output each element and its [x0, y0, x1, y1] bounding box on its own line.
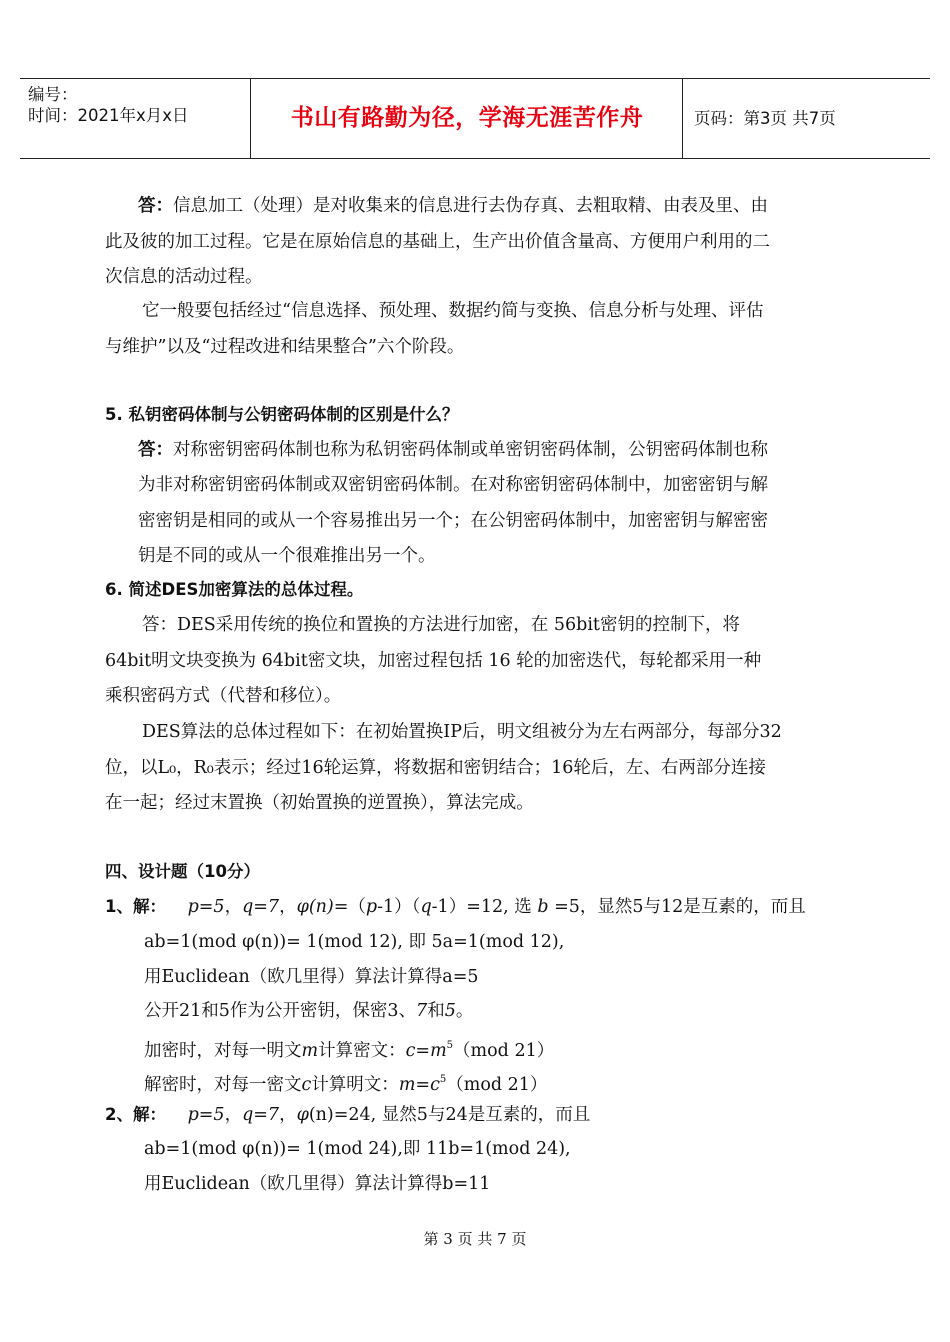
- text-span: b: [537, 897, 549, 917]
- text-span: 和: [427, 1001, 445, 1021]
- paragraph-line: 位，以L₀，R₀表示；经过16轮运算，将数据和密钥结合；16轮后，左、右两部分连接: [105, 758, 766, 778]
- paragraph-line: 它一般要包括经过“信息选择、预处理、数据约简与变换、信息分析与处理、评估: [142, 301, 764, 321]
- section-4-heading: 四、设计题（10分）: [105, 862, 260, 881]
- text-span: 解密时，对每一密文: [144, 1075, 302, 1095]
- header-page-number: 页码：第3页 共7页: [694, 109, 836, 128]
- question-6: 6. 简述DES加密算法的总体过程。: [105, 580, 364, 599]
- paragraph-line: 在一起；经过末置换（初始置换的逆置换），算法完成。: [105, 793, 534, 813]
- solution-label: 2、解：: [105, 1105, 166, 1124]
- text-span: 公开21和5作为公开密钥，保密3、: [144, 1001, 417, 1021]
- header-divider-right: [682, 79, 683, 158]
- time-label: 时间：2021年x月x日: [28, 106, 189, 125]
- solution-label: 1、解：: [105, 897, 166, 916]
- paragraph-line: [144, 1034, 554, 1063]
- paragraph-line: [138, 194, 768, 218]
- paragraph-line: [138, 438, 768, 462]
- text-span: 计算明文：: [311, 1075, 399, 1095]
- text-span: φ(n): [296, 897, 334, 917]
- paragraph-line: 钥是不同的或从一个很难推出另一个。: [138, 546, 436, 566]
- text-span: （mod 21）: [453, 1041, 555, 1061]
- paragraph-line: [144, 1068, 547, 1097]
- question-5: 5. 私钥密码体制与公钥密码体制的区别是什么？: [105, 405, 459, 424]
- text-span: φ: [296, 1105, 309, 1125]
- header-divider-left: [250, 79, 251, 158]
- paragraph-line: 与维护”以及“过程改进和结果整合”六个阶段。: [105, 337, 465, 357]
- answer-label: 答：: [138, 440, 173, 460]
- header-meta: [28, 79, 250, 158]
- text-span: 7: [416, 1001, 428, 1021]
- solution-1-line: 1、解： p=5，q=7，φ(n)=（p-1）（q-1）=12, 选 b =5，显然5与12是互素的，而且: [105, 897, 806, 917]
- page-footer: [0, 1228, 950, 1249]
- paragraph-line: 为非对称密钥密码体制或双密钥密码体制。在对称密钥密码体制中，加密密钥与解: [138, 475, 768, 495]
- text-span: q=7: [242, 1105, 280, 1125]
- paragraph-line: 次信息的活动过程。: [105, 267, 263, 287]
- header-motto: 书山有路勤为径，学海无涯苦作舟: [290, 105, 644, 131]
- text-span: =（: [333, 897, 366, 917]
- text-span: m: [301, 1041, 319, 1061]
- text-span: 对称密钥密码体制也称为私钥密码体制或单密钥密码体制，公钥密码体制也称: [173, 440, 768, 460]
- paragraph-line: 答：DES采用传统的换位和置换的方法进行加密，在 56bit密钥的控制下，将: [142, 615, 740, 635]
- text-span: q=7: [242, 897, 280, 917]
- paragraph-line: 用Euclidean（欧几里得）算法计算得a=5: [144, 967, 479, 987]
- text-span: （mod 21）: [446, 1075, 548, 1095]
- text-span: -1）（: [377, 897, 421, 917]
- text-span: c: [301, 1075, 312, 1095]
- paragraph-line: 64bit明文块变换为 64bit密文块，加密过程包括 16 轮的加密迭代，每轮都采用一种: [105, 651, 762, 671]
- text-span: m=c: [398, 1075, 440, 1095]
- answer-label: 答：: [138, 196, 173, 216]
- text-span: 加密时，对每一明文: [144, 1041, 302, 1061]
- text-span: p: [365, 897, 378, 917]
- text-span: (n)=24, 显然5与24是互素的，而且: [308, 1105, 591, 1125]
- solution-2-line: 2、解： p=5，q=7，φ(n)=24, 显然5与24是互素的，而且: [105, 1105, 591, 1125]
- text-span: =5，显然5与12是互素的，而且: [548, 897, 806, 917]
- text-span: 计算密文：: [318, 1041, 406, 1061]
- paragraph-line: 用Euclidean（欧几里得）算法计算得b=11: [144, 1174, 491, 1194]
- paragraph-line: 乘积密码方式（代替和移位）。: [105, 686, 342, 706]
- text-span: -1）=12, 选: [431, 897, 538, 917]
- paragraph-line: 密密钥是相同的或从一个容易推出另一个；在公钥密码体制中，加密密钥与解密密: [138, 511, 768, 531]
- text-span: p=5: [187, 1105, 225, 1125]
- footer-page-number: 第 3 页 共 7 页: [423, 1230, 527, 1248]
- page-header: [20, 78, 930, 159]
- text-span: 信息加工（处理）是对收集来的信息进行去伪存真、去粗取精、由表及里、由: [173, 196, 768, 216]
- superscript: 5: [446, 1040, 454, 1051]
- paragraph-line: ab=1(mod φ(n))= 1(mod 24),即 11b=1(mod 24),: [144, 1139, 571, 1159]
- text-span: c=m: [405, 1041, 447, 1061]
- serial-label: 编号：: [28, 85, 78, 104]
- text-span: 5: [444, 1001, 456, 1021]
- paragraph-line: 此及彼的加工过程。它是在原始信息的基础上，生产出价值含量高、方便用户利用的二: [105, 232, 770, 252]
- superscript: 5: [439, 1074, 447, 1085]
- paragraph-line: DES算法的总体过程如下：在初始置换IP后，明文组被分为左右两部分，每部分32: [142, 722, 782, 742]
- paragraph-line: [144, 999, 473, 1023]
- paragraph-line: ab=1(mod φ(n))= 1(mod 12), 即 5a=1(mod 12),: [144, 932, 565, 952]
- text-span: 。: [455, 1001, 474, 1021]
- text-span: p=5: [187, 897, 225, 917]
- text-span: q: [420, 897, 432, 917]
